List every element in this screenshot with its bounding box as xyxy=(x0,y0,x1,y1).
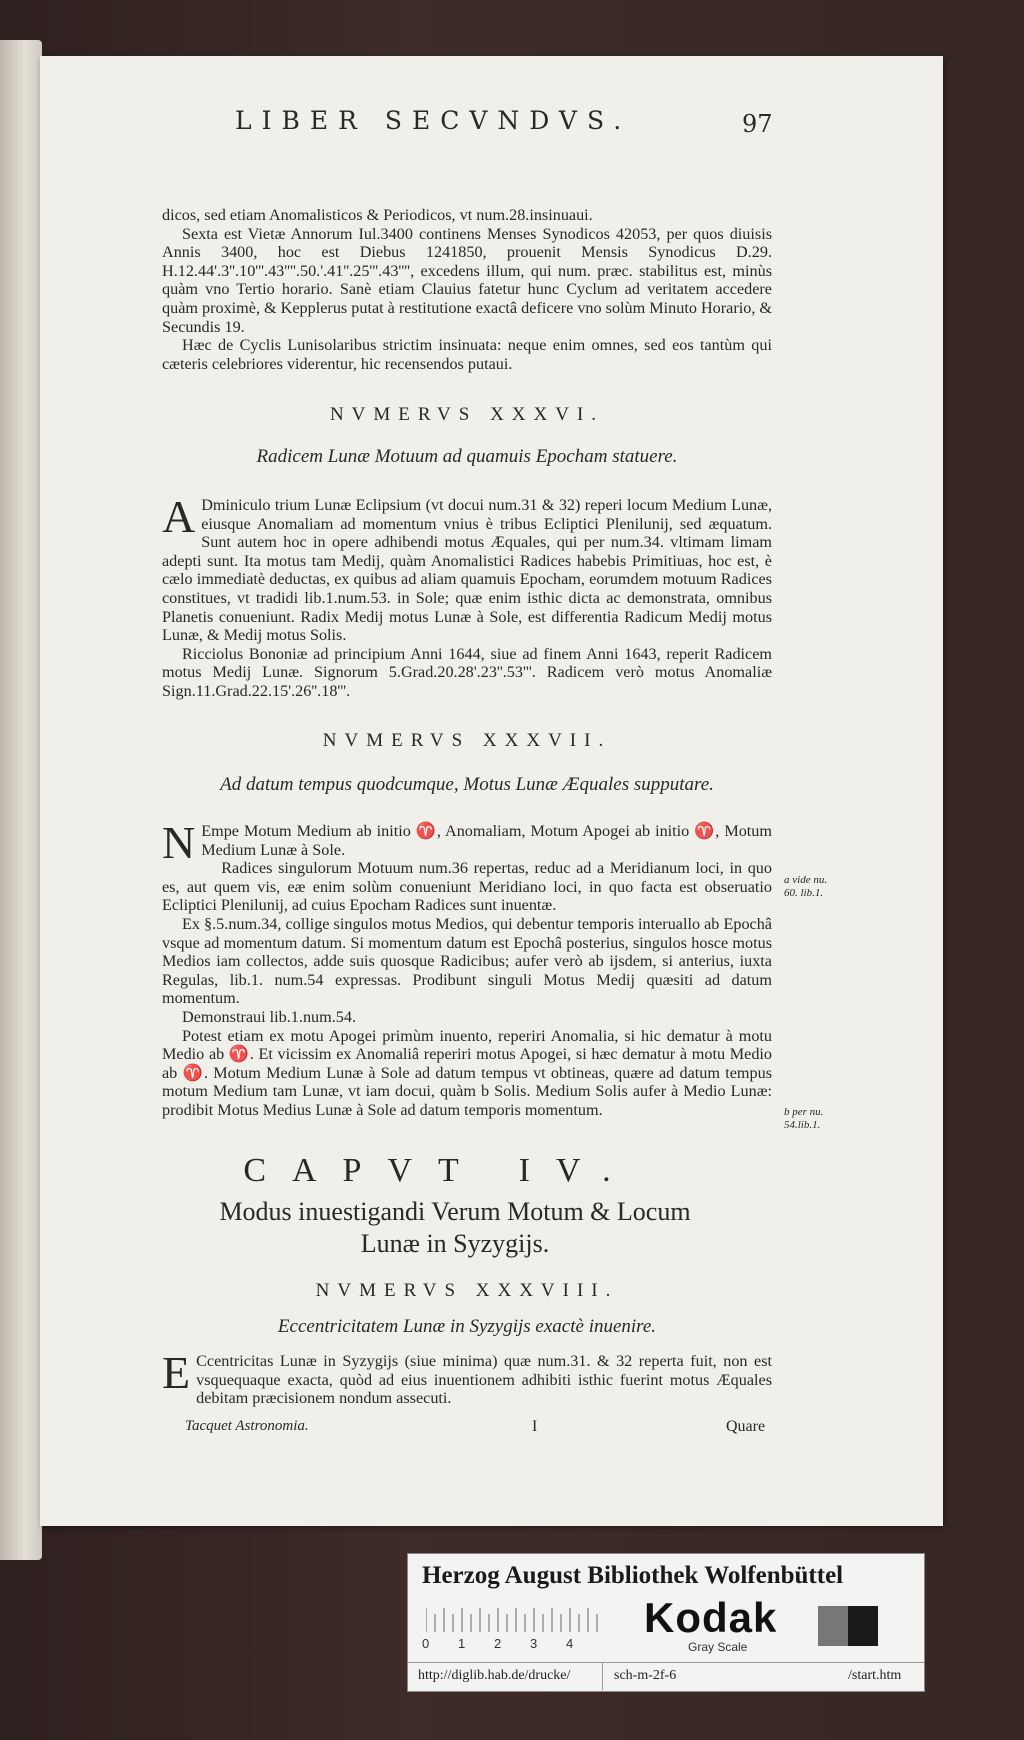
scale-label: 3 xyxy=(530,1636,538,1651)
chapter-title-line: Lunæ in Syzygijs. xyxy=(360,1229,550,1258)
chapter-title-line: Modus inuestigandi Verum Motum & Locum xyxy=(219,1197,691,1226)
paragraph: Empe Motum Medium ab initio ♈, Anomaliam, Motum Apogei ab initio ♈, Motum Medium Lunæ à Sole. xyxy=(201,822,772,859)
facing-page-edge xyxy=(0,40,42,1560)
drop-cap: N xyxy=(162,817,196,868)
gray-swatch xyxy=(848,1606,878,1646)
intro-paragraph: Hæc de Cyclis Lunisolaribus strictim insinuata: neque enim omnes, sed eos tantùm qui cæteris celebriores viderentur, hic recensendos putaui. xyxy=(162,336,772,373)
scale-labels xyxy=(422,1636,602,1651)
paragraph: Potest etiam ex motu Apogei primùm inuento, reperiri Anomalia, si hic dematur à motu Medio ab ♈. Et vicissim ex Anomaliâ reperiri motus Apogei, si hæc dematur à motu Medio ab ♈. Motum Medium Lunæ à Sole ad datum tempus vt obtineas, quære ad datum tempus motum Medium tam Lunæ, vt iam docui, quàm b Solis. Medium Solis aufer à Medio Lunæ: prodibit Motus Medius Lunæ à Sole ad datum temporis momentum. xyxy=(162,1026,772,1119)
library-color-card xyxy=(407,1553,925,1692)
section-title: Ad datum tempus quodcumque, Motus Lunæ Æquales supputare. xyxy=(220,774,714,795)
running-head: LIBER SECVNDVS. xyxy=(235,106,632,135)
paragraph: Dminiculo trium Lunæ Eclipsium (vt docui num.31 & 32) reperi locum Medium Lunæ, eiusque Anomaliam ad momentum vnius è tribus Ecliptici Plenilunij, sed æquatum. Sunt autem hoc in opere adhibendi motus Æquales, qui per num.34. vltimam limam adepti sunt. Ita motus tam Medij, quàm Anomalistici Radices habebis Primitiuas, hoc est, è cælo immediatè deductas, ex quibus ad aliam quamuis Epocham, eorumdem motuum Radices constitues, vt tradidi lib.1.num.53. in Sole; quæ enim isthic dicta ac demonstrata, omnibus Planetis conueniunt. Radix Medij motus Lunæ à Sole, est differentia Radicum Medij motus Lunæ, & Medij motus Solis. xyxy=(162,496,772,645)
paragraph: Ricciolus Bononiæ ad principium Anni 1644, siue ad finem Anni 1643, reperit Radicem motus Medij Lunæ. Signorum 5.Grad.20.28'.23''.53'''. Radicem verò motus Anomaliæ Sign.11.Grad.22.15'.26''.18'''. xyxy=(162,644,772,700)
scale-label: 4 xyxy=(566,1636,574,1651)
chapter-heading: CAPVT IV. xyxy=(243,1152,637,1189)
scale-label: 0 xyxy=(422,1636,430,1651)
section-title: Eccentricitatem Lunæ in Syzygijs exactè inuenire. xyxy=(277,1316,657,1337)
card-divider xyxy=(408,1662,924,1663)
scale-label: 1 xyxy=(458,1636,466,1651)
footer-author: Tacquet Astronomia. xyxy=(185,1418,309,1434)
margin-note: b per nu. 54.lib.1. xyxy=(784,1106,824,1131)
scale-label: 2 xyxy=(494,1636,502,1651)
signature-mark: I xyxy=(532,1418,538,1435)
intro-paragraph: Sexta est Vietæ Annorum Iul.3400 continens Menses Synodicos 42053, per quos diuisis Annis 3400, hoc est Diebus 1241850, prouenit Mensis Synodicus D.29. H.12.44'.3''.10'''.43''''.50.'.41''.25'''.43'''', excedens illum, qui num. præc. stabilitus est, minùs quàm vno Tertio horario. Sanè etiam Clauius fatetur hunc Cyclum ad veritatem accedere quàm proximè, & Kepplerus putat à restitutione exactâ deficere vno solùm Minuto Horario, & Secundis 19. xyxy=(162,224,773,336)
paragraph: Radices singulorum Motuum num.36 repertas, reduc ad a Meridianum loci, in quo es, aut quem vis, eæ enim solùm conueniunt Meridiano loci, in quo facta est obseruatio Ecliptici Plenilunij, ad cuius Epocham Radices sunt inuentæ. xyxy=(162,859,772,915)
library-name: Herzog August Bibliothek Wolfenbüttel xyxy=(422,1562,844,1589)
paragraph: Ccentricitas Lunæ in Syzygijs (siue minima) quæ num.31. & 32 reperta fuit, non est vsquequaque exacta, quòd ad eius inuentionem adhibiti isthic fuerint motus Æquales debitam præcisionem nondum assecuti. xyxy=(196,1352,772,1408)
gray-swatch xyxy=(788,1606,818,1646)
intro-block xyxy=(162,206,772,373)
shelfmark: sch-m-2f-6 xyxy=(614,1668,677,1683)
ruler-scale xyxy=(426,1602,606,1632)
kodak-logo: Kodak xyxy=(644,1594,778,1641)
section-heading: NVMERVS XXXVIII. xyxy=(315,1280,619,1301)
section-36-body xyxy=(162,491,772,701)
paragraph: Ex §.5.num.34, collige singulos motus Medios, qui debentur temporis interuallo ab Epochâ vsque ad momentum datum. Si momentum datum est Epochâ posterius, singulos hosce motus Medios iam collectos, adde suis quosque Radicibus; aufer verò ab ijsdem, si anterius, iuxta Regulas, lib.1. num.54 expressas. Prodibunt singuli Motus Medij quæsiti ad datum momentum. xyxy=(162,914,772,1008)
section-heading: NVMERVS XXXVI. xyxy=(329,404,605,425)
section-37-body xyxy=(162,817,772,1120)
intro-paragraph: dicos, sed etiam Anomalisticos & Periodicos, vt num.28.insinuaui. xyxy=(162,206,593,224)
gray-swatch xyxy=(878,1606,908,1646)
drop-cap: E xyxy=(162,1347,191,1398)
page-number: 97 xyxy=(742,110,773,138)
section-heading: NVMERVS XXXVII. xyxy=(322,730,612,751)
gray-swatch xyxy=(818,1606,848,1646)
gray-swatches xyxy=(788,1606,908,1646)
gray-scale-label: Gray Scale xyxy=(688,1640,748,1654)
catalog-url: http://diglib.hab.de/drucke/ xyxy=(418,1668,571,1683)
section-38-body xyxy=(162,1347,772,1408)
card-divider xyxy=(602,1662,603,1690)
drop-cap: A xyxy=(162,491,196,542)
chapter-title xyxy=(175,1196,735,1260)
paragraph: Demonstraui lib.1.num.54. xyxy=(182,1007,356,1026)
margin-note: a vide nu. 60. lib.1. xyxy=(784,874,828,899)
section-title: Radicem Lunæ Motuum ad quamuis Epocham statuere. xyxy=(256,446,678,467)
catchword: Quare xyxy=(726,1418,766,1435)
start-page: /start.htm xyxy=(848,1668,902,1683)
